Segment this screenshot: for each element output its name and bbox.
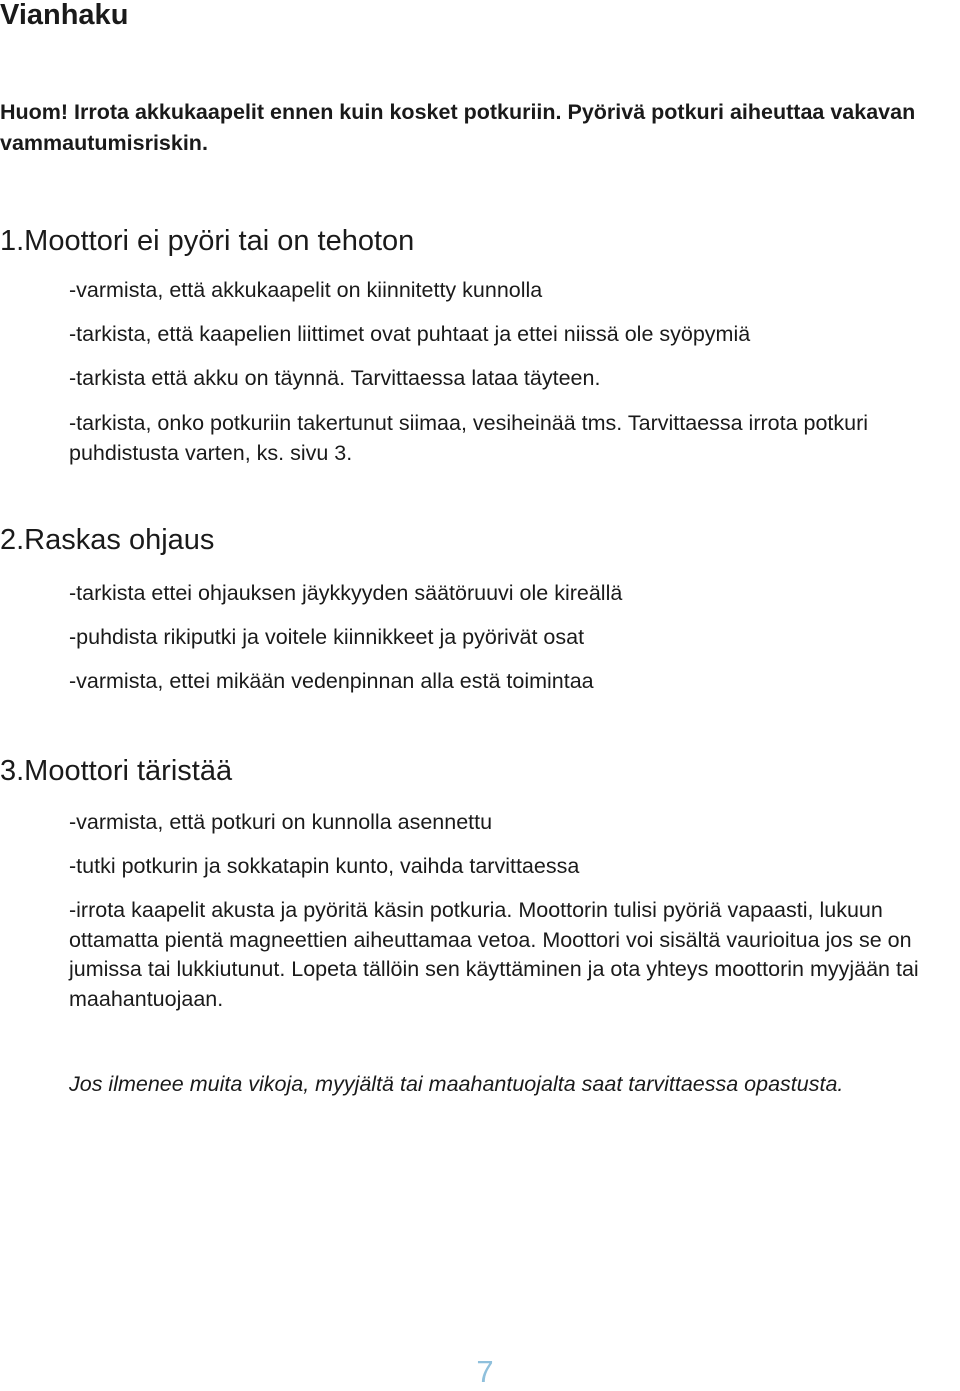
- list-item: -puhdista rikiputki ja voitele kiinnikkeet ja pyörivät osat: [69, 625, 585, 649]
- list-item: -tarkista, että kaapelien liittimet ovat puhtaat ja ettei niissä ole syöpymiä: [69, 322, 751, 346]
- list-item: -tutki potkurin ja sokkatapin kunto, vaihda tarvittaessa: [69, 854, 580, 878]
- footer-note: Jos ilmenee muita vikoja, myyjältä tai maahantuojalta saat tarvittaessa opastusta.: [69, 1072, 844, 1096]
- list-item: -tarkista että akku on täynnä. Tarvittaessa lataa täyteen.: [69, 366, 601, 390]
- list-item: -varmista, ettei mikään vedenpinnan alla estä toimintaa: [69, 669, 594, 693]
- list-item: -tarkista ettei ohjauksen jäykkyyden säätöruuvi ole kireällä: [69, 581, 623, 605]
- section-heading-heavy-steering: 2.Raskas ohjaus: [0, 524, 215, 556]
- list-item: -varmista, että potkuri on kunnolla asennettu: [69, 810, 493, 834]
- page-title: Vianhaku: [0, 0, 129, 31]
- list-item: -varmista, että akkukaapelit on kiinnitetty kunnolla: [69, 278, 543, 302]
- page-number: 7: [476, 1354, 494, 1389]
- list-item: -irrota kaapelit akusta ja pyöritä käsin potkuria. Moottorin tulisi pyöriä vapaasti, lukuun ottamatta pientä magneettien aiheuttamaa vetoa. Moottori voi sisältä vaurioitua jos se on jumissa tai lukkiutunut. Lopeta tällöin sen käyttäminen ja ota yhteys moottorin myyjään tai maahantuojaan.: [69, 898, 919, 1011]
- section-heading-engine-not-running: 1.Moottori ei pyöri tai on tehoton: [0, 225, 415, 257]
- safety-warning: Huom! Irrota akkukaapelit ennen kuin kosket potkuriin. Pyörivä potkuri aiheuttaa vakavan vammautumisriskin.: [0, 100, 916, 155]
- section-heading-engine-vibrates: 3.Moottori täristää: [0, 755, 233, 787]
- list-item: -tarkista, onko potkuriin takertunut siimaa, vesiheinää tms. Tarvittaessa irrota potkuri puhdistusta varten, ks. sivu 3.: [69, 411, 869, 465]
